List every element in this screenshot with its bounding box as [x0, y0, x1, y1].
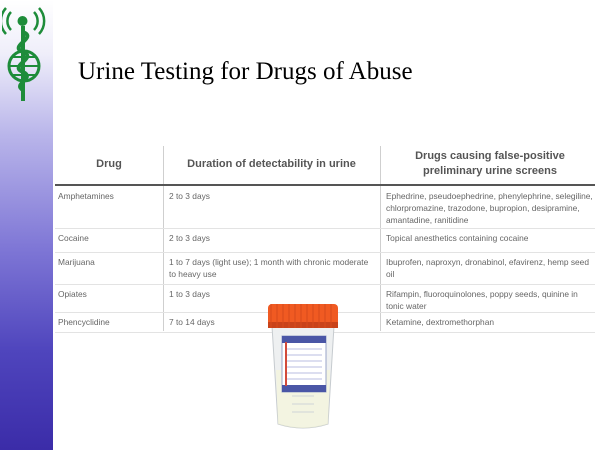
cell-drug: Amphetamines [58, 191, 114, 201]
cell-duration: 2 to 3 days [169, 191, 210, 201]
table-row [55, 228, 595, 253]
header-duration: Duration of detectability in urine [187, 158, 356, 170]
cell-drug: Opiates [58, 289, 87, 299]
header-drug: Drug [96, 158, 122, 170]
urine-specimen-cup-icon [262, 296, 344, 436]
cell-false-positive: Rifampin, fluoroquinolones, poppy seeds, quinine in tonic water [386, 289, 578, 311]
cell-duration: 1 to 7 days (light use); 1 month with chronic moderate to heavy use [169, 257, 369, 279]
cell-false-positive: Ketamine, dextromethorphan [386, 317, 495, 327]
caduceus-globe-antenna-icon [2, 4, 52, 104]
cell-duration: 2 to 3 days [169, 233, 210, 243]
cell-false-positive: Ibuprofen, naproxyn, dronabinol, efavirenz, hemp seed oil [386, 257, 589, 279]
cell-drug: Phencyclidine [58, 317, 110, 327]
cell-duration: 1 to 3 days [169, 289, 210, 299]
slide-title: Urine Testing for Drugs of Abuse [78, 58, 413, 85]
cell-duration: 7 to 14 days [169, 317, 215, 327]
table-row [55, 252, 595, 285]
header-false-positives: Drugs causing false-positive preliminary urine screens [415, 150, 565, 177]
cell-false-positive: Ephedrine, pseudoephedrine, phenylephrine, selegiline, chlorpromazine, trazodone, bupropion, desipramine, amantadine, ranitidine [386, 191, 593, 225]
cell-drug: Cocaine [58, 233, 89, 243]
cell-false-positive: Topical anesthetics containing cocaine [386, 233, 529, 243]
table-header-row [55, 146, 595, 186]
cell-drug: Marijuana [58, 257, 95, 267]
table-row [55, 186, 595, 229]
